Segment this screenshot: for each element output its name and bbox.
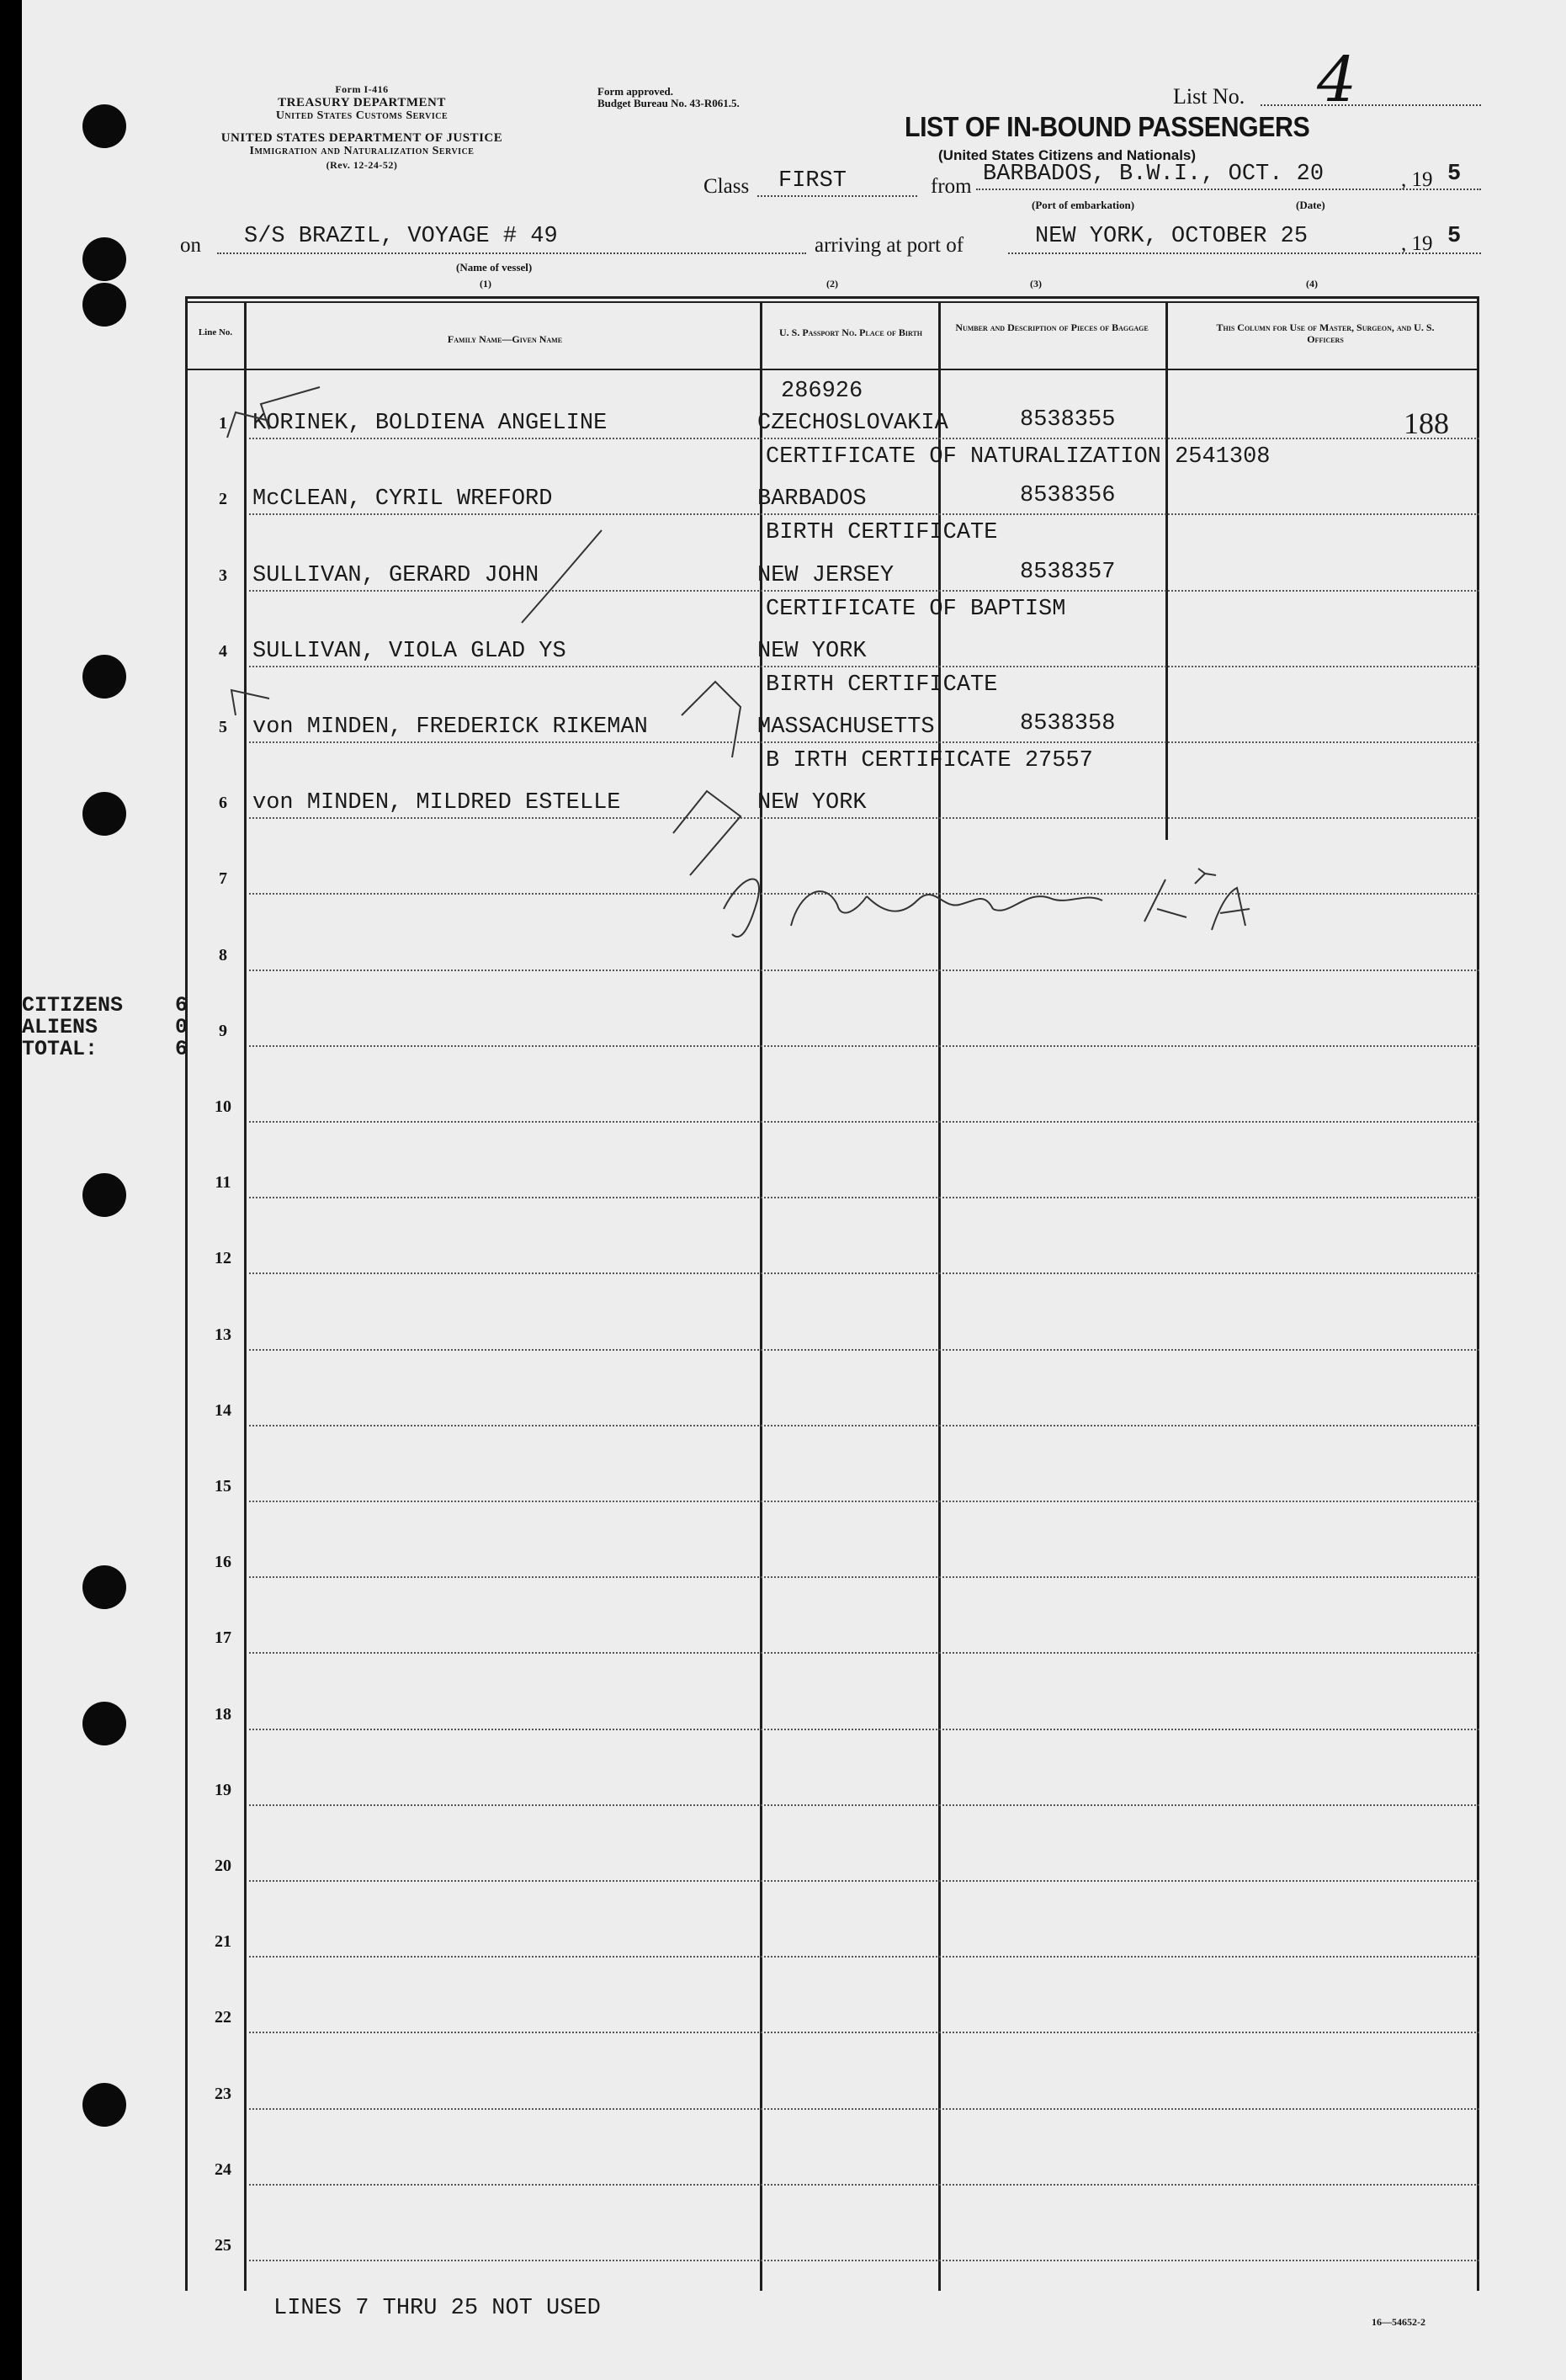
class-value: FIRST	[778, 168, 847, 194]
header-bottom-rule	[185, 369, 1479, 370]
row-rule	[249, 2260, 1479, 2261]
line-number: 12	[215, 1249, 231, 1268]
col-num-2: (2)	[826, 278, 838, 290]
line-number: 17	[215, 1628, 231, 1648]
line-number: 15	[215, 1477, 231, 1495]
line-number: 3	[219, 566, 227, 585]
line-number: 10	[215, 1097, 231, 1116]
check-mark-3	[522, 530, 602, 623]
total-value: 6	[175, 993, 188, 1017]
list-no-label: List No.	[1173, 84, 1245, 109]
document-note: BIRTH CERTIFICATE	[766, 672, 998, 698]
justice-dept: UNITED STATES DEPARTMENT OF JUSTICE	[220, 131, 503, 145]
row-rule	[249, 1425, 1479, 1426]
on-label: on	[180, 234, 201, 257]
port-year-suffix: 5	[1447, 162, 1462, 187]
line-number: 14	[215, 1400, 231, 1420]
footer-note: LINES 7 THRU 25 NOT USED	[273, 2296, 601, 2321]
baggage-number: 8538356	[1020, 483, 1116, 509]
row-rule	[249, 1956, 1479, 1958]
col-header-officers: This Column for Use of Master, Surgeon, and U. S. Officers	[1216, 321, 1435, 345]
col-header-line: Line No.	[198, 327, 233, 337]
class-underline	[757, 195, 917, 197]
from-label: from	[931, 175, 972, 198]
binder-hole	[82, 655, 126, 699]
place-of-birth: NEW YORK	[757, 638, 867, 664]
row-rule	[249, 1880, 1479, 1882]
baggage-number: 8538358	[1020, 711, 1116, 736]
class-label: Class	[703, 175, 750, 198]
port-year-prefix: , 19	[1401, 168, 1433, 191]
page-title: LIST OF IN-BOUND PASSENGERS	[905, 111, 1310, 142]
arriving-label: arriving at port of	[815, 234, 964, 257]
form-id: Form I-416	[335, 83, 389, 95]
table-top-double	[185, 301, 1479, 303]
passenger-name: KORINEK, BOLDIENA ANGELINE	[252, 411, 608, 437]
vessel-value: S/S BRAZIL, VOYAGE # 49	[244, 224, 558, 249]
row-rule	[249, 1349, 1479, 1351]
place-of-birth: BARBADOS	[757, 486, 867, 513]
inspector-signature	[690, 858, 1279, 951]
line-number: 22	[215, 2008, 231, 2027]
vessel-caption: (Name of vessel)	[456, 261, 533, 274]
line-number: 13	[215, 1325, 231, 1344]
line-number: 18	[215, 1704, 231, 1724]
page-subtitle: (United States Citizens and Nationals)	[938, 147, 1197, 163]
total-value: 0	[175, 1015, 188, 1039]
baggage-number: 8538357	[1020, 559, 1116, 585]
baggage-number: 8538355	[1020, 407, 1116, 433]
binder-hole	[82, 283, 126, 327]
total-label: CITIZENS	[22, 993, 124, 1017]
port-underline	[976, 189, 1481, 190]
line-number: 23	[215, 2084, 231, 2103]
check-mark-4	[231, 690, 269, 715]
place-of-birth: CZECHOSLOVAKIA	[757, 411, 948, 437]
line-number: 4	[219, 641, 227, 661]
col-num-1: (1)	[480, 278, 491, 290]
passenger-name: von MINDEN, FREDERICK RIKEMAN	[252, 715, 648, 740]
passenger-name: von MINDEN, MILDRED ESTELLE	[252, 790, 621, 816]
row-rule	[249, 1804, 1479, 1806]
document-note: BIRTH CERTIFICATE	[766, 520, 998, 546]
passenger-name: McCLEAN, CYRIL WREFORD	[252, 486, 553, 513]
binder-hole	[82, 237, 126, 281]
port-value: BARBADOS, B.W.I., OCT. 20	[983, 162, 1324, 187]
officer-mark: 188	[1404, 406, 1449, 441]
line-number: 11	[215, 1173, 231, 1193]
arrival-value: NEW YORK, OCTOBER 25	[1035, 224, 1309, 249]
total-label: ALIENS	[22, 1015, 98, 1039]
col-num-3: (3)	[1030, 278, 1042, 290]
line-number: 20	[215, 1857, 231, 1875]
check-marks	[219, 379, 808, 900]
total-value: 6	[175, 1037, 188, 1061]
row-rule	[249, 1652, 1479, 1654]
approval-line1: Form approved.	[597, 85, 674, 98]
line-number: 5	[219, 718, 227, 736]
document-note: CERTIFICATE OF BAPTISM	[766, 596, 1066, 622]
document-note: CERTIFICATE OF NATURALIZATION 2541308	[766, 444, 1271, 470]
arrival-underline	[1008, 252, 1481, 254]
row-rule	[249, 970, 1479, 971]
place-of-birth: NEW JERSEY	[757, 562, 894, 588]
row-rule	[249, 1576, 1479, 1578]
form-block	[168, 82, 555, 172]
row-rule	[249, 2108, 1479, 2110]
col-header-baggage: Number and Description of Pieces of Baggage	[955, 321, 1149, 333]
ins-service: Immigration and Naturalization Service	[249, 145, 475, 157]
row-rule	[249, 1501, 1479, 1502]
line-number: 16	[215, 1553, 231, 1572]
vessel-underline	[217, 252, 806, 254]
port-caption: (Port of embarkation)	[1032, 199, 1135, 211]
arrival-year-prefix: , 19	[1401, 232, 1433, 255]
treasury-dept: TREASURY DEPARTMENT	[278, 96, 446, 109]
list-no-underline	[1261, 104, 1481, 106]
document-note: B IRTH CERTIFICATE 27557	[766, 748, 1093, 773]
passenger-name: SULLIVAN, VIOLA GLAD YS	[252, 638, 566, 664]
line-number: 7	[219, 869, 227, 889]
row-rule	[249, 1121, 1479, 1123]
approval-block	[597, 86, 740, 109]
row-rule	[249, 2032, 1479, 2033]
place-of-birth: NEW YORK	[757, 790, 867, 816]
line-number: 24	[215, 2160, 231, 2179]
row-rule	[249, 2184, 1479, 2186]
line-number: 8	[219, 945, 227, 964]
binder-hole	[82, 2083, 126, 2127]
check-mark-5	[682, 682, 741, 757]
check-mark-1	[261, 387, 320, 429]
col-header-name: Family Name—Given Name	[447, 333, 563, 345]
row-rule	[249, 1197, 1479, 1198]
place-of-birth: MASSACHUSETTS	[757, 715, 935, 740]
line-number: 6	[219, 794, 227, 813]
date-caption: (Date)	[1296, 199, 1325, 211]
binder-hole	[82, 104, 126, 148]
total-label: TOTAL:	[22, 1037, 98, 1061]
line-number: 2	[219, 490, 227, 509]
check-mark-2	[227, 412, 269, 438]
passport-number-top: 286926	[781, 379, 863, 404]
row-rule	[249, 1045, 1479, 1047]
approval-line2: Budget Bureau No. 43-R061.5.	[597, 97, 740, 109]
col-divider-baggage	[1165, 301, 1168, 369]
binder-hole	[82, 1565, 126, 1609]
arrival-year-suffix: 5	[1447, 224, 1462, 249]
col-num-4: (4)	[1306, 278, 1318, 290]
form-rev: (Rev. 12-24-52)	[326, 159, 398, 171]
line-number: 9	[219, 1021, 227, 1040]
row-rule	[249, 1729, 1479, 1730]
line-number: 1	[219, 414, 227, 433]
binder-hole	[82, 792, 126, 836]
line-number: 21	[215, 1932, 231, 1952]
binder-hole	[82, 1702, 126, 1745]
col-header-passport: U. S. Passport No. Place of Birth	[778, 327, 922, 338]
footer-code: 16—54652-2	[1372, 2316, 1425, 2328]
list-no-value: 4	[1317, 44, 1357, 116]
line-number: 19	[215, 1780, 231, 1799]
row-rule	[249, 1272, 1479, 1274]
binder-hole	[82, 1173, 126, 1217]
line-number: 25	[215, 2236, 231, 2255]
customs-service: United States Customs Service	[275, 109, 449, 122]
passenger-name: SULLIVAN, GERARD JOHN	[252, 562, 539, 588]
